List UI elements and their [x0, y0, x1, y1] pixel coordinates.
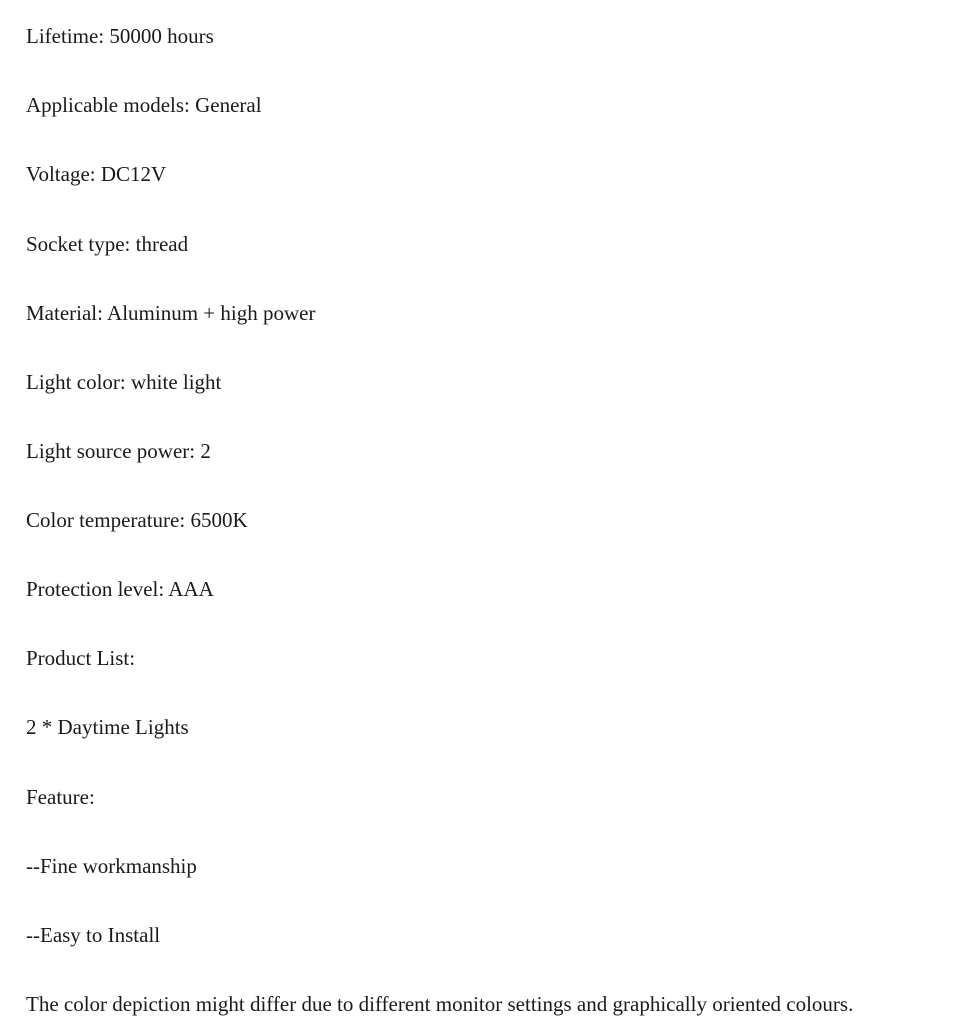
feature-item-install: --Easy to Install: [26, 923, 161, 947]
color-disclaimer: The color depiction might differ due to different monitor settings and graphically oriented colours.: [26, 992, 854, 1016]
spec-lifetime: Lifetime: 50000 hours: [26, 24, 214, 48]
feature-heading: Feature:: [26, 785, 95, 809]
spec-material: Material: Aluminum + high power: [26, 301, 316, 325]
feature-item-workmanship: --Fine workmanship: [26, 854, 197, 878]
spec-voltage: Voltage: DC12V: [26, 162, 167, 186]
spec-protection-level: Protection level: AAA: [26, 577, 214, 601]
spec-light-color: Light color: white light: [26, 370, 222, 394]
spec-socket-type: Socket type: thread: [26, 232, 189, 256]
product-list-heading: Product List:: [26, 646, 136, 670]
spec-light-source-power: Light source power: 2: [26, 439, 211, 463]
spec-color-temperature: Color temperature: 6500K: [26, 508, 248, 532]
spec-applicable-models: Applicable models: General: [26, 93, 262, 117]
product-list-item: 2 * Daytime Lights: [26, 715, 189, 739]
